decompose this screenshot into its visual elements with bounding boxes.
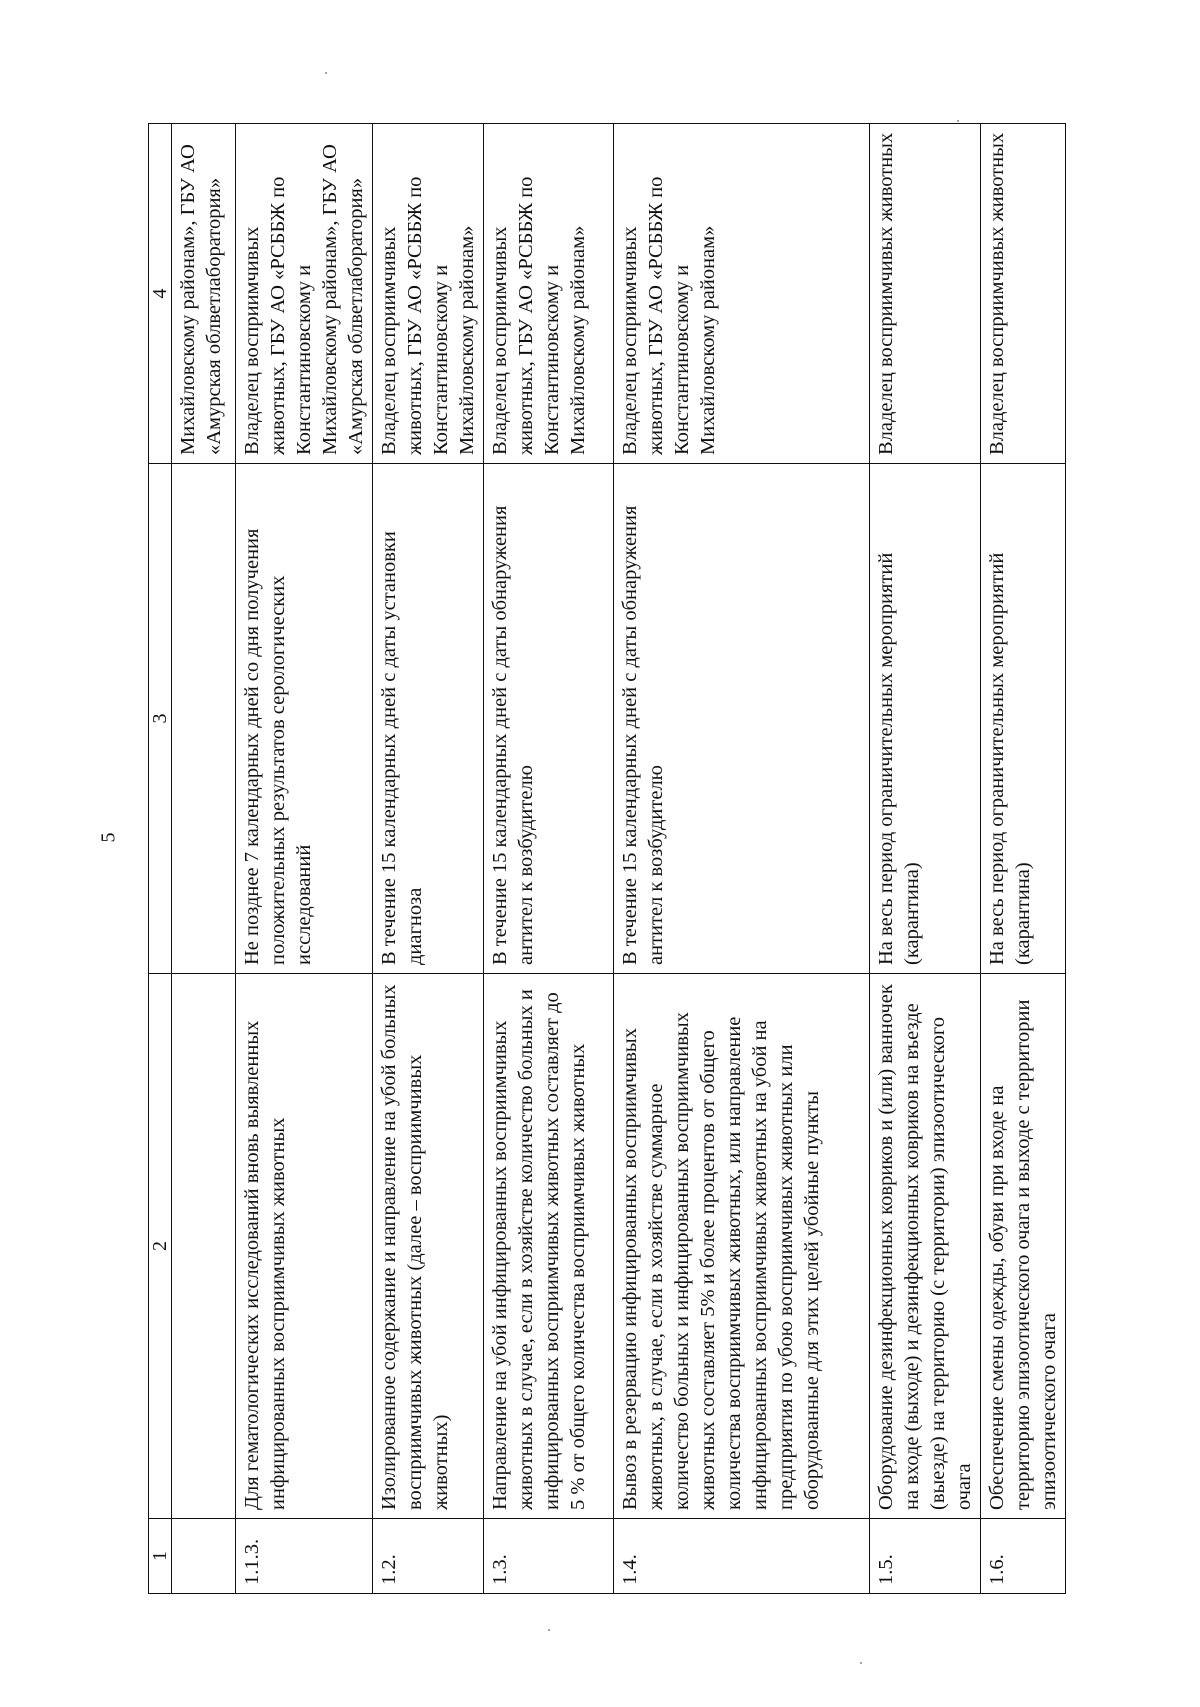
rotated-table-container	[148, 124, 1060, 1594]
header-row	[149, 124, 172, 1594]
responsible-cell: Владелец восприимчивых животных, ГБУ АО «РСББЖ по Константиновскому и Михайловскому районам», ГБУ АО «Амурская облветлаборатория»	[236, 124, 373, 464]
table-row	[981, 124, 1066, 1594]
responsible-cell: Михайловскому районам», ГБУ АО «Амурская облветлаборатория»	[172, 124, 236, 464]
row-number: 1.6.	[981, 1519, 1066, 1594]
measure-cell: Для гематологических исследований вновь выявленных инфицированных восприимчивых животных	[236, 974, 373, 1519]
deadline-cell: В течение 15 календарных дней с даты обнаружения антител к возбудителю	[484, 464, 614, 974]
measure-cell: Вывоз в резервацию инфицированных восприимчивых животных, в случае, если в хозяйстве суммарное количество больных и инфицированных восприимчивых животных составляет 5% и более процентов от общего количества восприимчивых животных, или направление инфицированных восприимчивых животных на убой на предприятия по убою восприимчивых животных или оборудованные для этих целей убойные пункты	[614, 974, 870, 1519]
scan-speck	[325, 72, 327, 74]
row-number: 1.4.	[614, 1519, 870, 1594]
measure-cell: Оборудование дезинфекционных ковриков и (или) ванночек на входе (выходе) и дезинфекционных ковриков на въезде (выезде) на территорию (с территории) эпизоотического очага	[870, 974, 981, 1519]
header-cell-4: 4	[149, 124, 172, 464]
table-row	[870, 124, 981, 1594]
responsible-cell: Владелец восприимчивых животных, ГБУ АО «РСББЖ по Константиновскому и Михайловскому районам»	[373, 124, 484, 464]
row-number: 1.2.	[373, 1519, 484, 1594]
header-cell-2: 2	[149, 974, 172, 1519]
measure-cell	[172, 974, 236, 1519]
deadline-cell: В течение 15 календарных дней с даты обнаружения антител к возбудителю	[614, 464, 870, 974]
row-number: 1.1.3.	[236, 1519, 373, 1594]
table-row	[373, 124, 484, 1594]
deadline-cell: На весь период ограничительных мероприятий (карантина)	[981, 464, 1066, 974]
table-row	[484, 124, 614, 1594]
deadline-cell: На весь период ограничительных мероприятий (карантина)	[870, 464, 981, 974]
measures-table	[148, 123, 1066, 1594]
row-number	[172, 1519, 236, 1594]
measure-cell: Обеспечение смены одежды, обуви при входе на территорию эпизоотического очага и выходе с территории эпизоотического очага	[981, 974, 1066, 1519]
page-number: 5	[97, 832, 120, 843]
header-cell-1: 1	[149, 1519, 172, 1594]
table-row	[614, 124, 870, 1594]
deadline-cell	[172, 464, 236, 974]
table-row	[236, 124, 373, 1594]
measure-cell: Изолированное содержание и направление на убой больных восприимчивых животных (далее – восприимчивых животных)	[373, 974, 484, 1519]
responsible-cell: Владелец восприимчивых животных, ГБУ АО «РСББЖ по Константиновскому и Михайловскому районам»	[484, 124, 614, 464]
deadline-cell: В течение 15 календарных дней с даты установки диагноза	[373, 464, 484, 974]
scan-speck	[957, 120, 959, 122]
deadline-cell: Не позднее 7 календарных дней со дня получения положительных результатов серологических исследований	[236, 464, 373, 974]
responsible-cell: Владелец восприимчивых животных	[870, 124, 981, 464]
row-number: 1.5.	[870, 1519, 981, 1594]
header-cell-3: 3	[149, 464, 172, 974]
responsible-cell: Владелец восприимчивых животных	[981, 124, 1066, 464]
scan-speck	[860, 1662, 862, 1664]
scan-speck	[548, 1629, 550, 1631]
measure-cell: Направление на убой инфицированных восприимчивых животных в случае, если в хозяйстве количество больных и инфицированных восприимчивых животных составляет до 5 % от общего количества восприимчивых животных	[484, 974, 614, 1519]
responsible-cell: Владелец восприимчивых животных, ГБУ АО «РСББЖ по Константиновскому и Михайловскому районам»	[614, 124, 870, 464]
table-row	[172, 124, 236, 1594]
row-number: 1.3.	[484, 1519, 614, 1594]
